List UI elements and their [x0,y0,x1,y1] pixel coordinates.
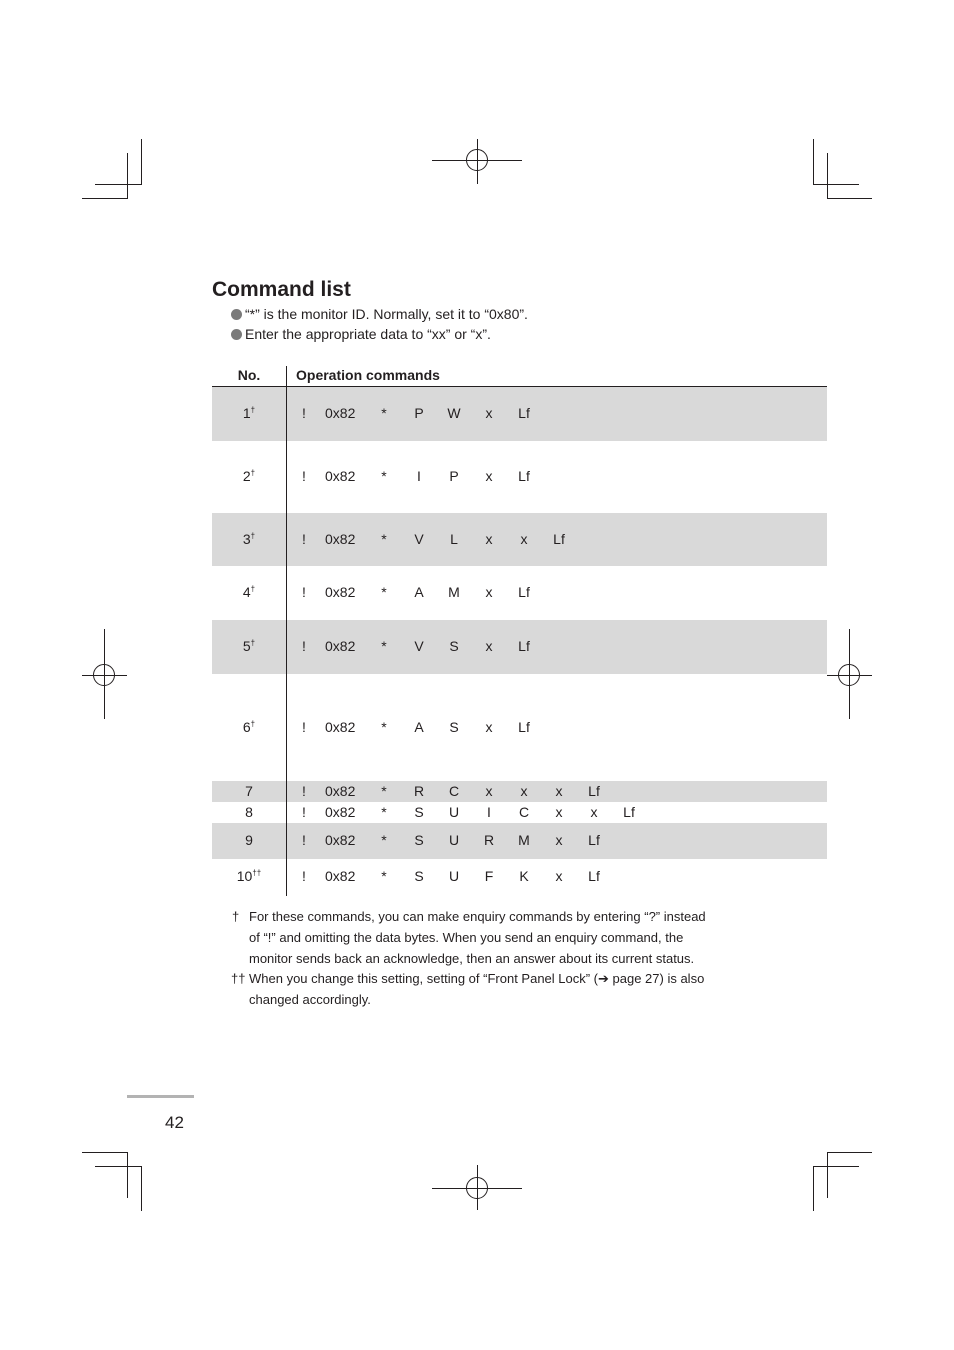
command-token: R [483,832,495,848]
command-token: x [590,804,598,820]
row-number: 8 [245,804,253,820]
command-token: ! [302,531,306,547]
bullet-icon [231,309,242,320]
command-token: x [555,868,563,884]
crop-mark [827,1152,872,1153]
command-token: W [447,405,461,421]
page-title: Command list [212,278,351,301]
command-token: x [485,783,493,799]
command-token: Lf [553,531,565,547]
crop-mark [141,139,142,185]
header-no: No. [237,367,261,383]
command-token: A [414,719,424,735]
row-number: 3† [242,531,256,547]
command-token: * [381,468,387,484]
crop-mark [827,153,828,199]
note-monitor-id [231,305,528,323]
table-row [212,566,827,620]
command-token: 0x82 [325,868,356,884]
registration-mark [466,1177,488,1199]
column-divider [286,366,287,896]
command-token: S [414,804,424,820]
command-token: * [381,638,387,654]
command-token: 0x82 [325,584,356,600]
command-token: P [449,468,459,484]
footnote-dagger-line: of “!” and omitting the data bytes. When you send an enquiry command, the [249,930,684,945]
command-token: x [485,584,493,600]
command-token: U [448,868,460,884]
command-token: M [518,832,530,848]
command-token: 0x82 [325,719,356,735]
footnote-mark: † [250,638,256,648]
table-row [212,674,827,781]
command-token: x [555,783,563,799]
command-token: I [487,804,491,820]
table-row [212,859,827,895]
command-token: * [381,719,387,735]
footnote-mark: † [250,531,256,541]
command-token: * [381,832,387,848]
page-number-rule [127,1095,194,1098]
command-table [212,364,827,884]
command-token: x [485,638,493,654]
command-token: C [518,804,530,820]
command-token: S [414,832,424,848]
command-token: x [485,405,493,421]
footnote-mark: † [250,719,256,729]
command-token: 0x82 [325,531,356,547]
crop-mark [95,184,141,185]
command-token: x [520,531,528,547]
registration-mark [466,149,488,171]
page-number: 42 [165,1113,184,1132]
table-row [212,513,827,566]
table-row [212,620,827,674]
command-token: * [381,804,387,820]
crop-mark [82,198,128,199]
command-token: * [381,868,387,884]
command-token: C [448,783,460,799]
footnote-mark: † [250,584,256,594]
command-token: R [413,783,425,799]
crop-mark [813,139,814,185]
command-token: x [555,832,563,848]
row-number: 7 [245,783,253,799]
crop-mark [813,1166,814,1211]
crop-mark [141,1166,142,1211]
command-token: 0x82 [325,468,356,484]
command-token: F [484,868,494,884]
command-token: Lf [518,405,530,421]
crop-mark [813,1166,859,1167]
command-token: * [381,531,387,547]
footnote-dagger-mark: † [232,909,240,924]
command-token: P [414,405,424,421]
registration-mark [838,664,860,686]
bullet-icon [231,329,242,340]
command-token: ! [302,832,306,848]
crop-mark [127,1152,128,1198]
command-token: Lf [518,584,530,600]
footnote-mark: † [250,468,256,478]
crop-mark [127,153,128,199]
command-token: Lf [588,783,600,799]
crop-mark [813,184,859,185]
crop-mark [95,1166,141,1167]
command-token: ! [302,638,306,654]
registration-mark [93,664,115,686]
footnote-dagger-line: For these commands, you can make enquiry commands by entering “?” instead [249,909,706,924]
command-token: x [520,783,528,799]
table-header [212,364,827,387]
command-token: M [448,584,460,600]
table-row [212,823,827,859]
footnote-dagger-line: monitor sends back an acknowledge, then an answer about its current status. [249,951,695,966]
command-token: * [381,405,387,421]
note-data [231,325,491,343]
row-number: 2† [242,468,256,484]
command-token: S [449,719,459,735]
header-commands: Operation commands [296,367,440,383]
command-token: ! [302,719,306,735]
command-token: V [414,531,424,547]
command-token: x [485,531,493,547]
row-number: 4† [242,584,256,600]
command-token: L [450,531,458,547]
command-token: Lf [588,832,600,848]
row-number: 9 [245,832,253,848]
command-token: I [417,468,421,484]
crop-mark [82,1152,128,1153]
footnote-mark: †† [252,868,262,878]
footnote-double-dagger-line: When you change this setting, setting of “Front Panel Lock” (➔ page 27) is also [249,971,705,986]
command-token: 0x82 [325,638,356,654]
command-token: ! [302,405,306,421]
command-token: x [485,468,493,484]
command-token: Lf [623,804,635,820]
command-token: ! [302,584,306,600]
crop-mark [827,1152,828,1198]
crop-mark [827,198,872,199]
note-text: Enter the appropriate data to “xx” or “x”. [245,326,491,342]
row-number: 5† [242,638,256,654]
command-token: A [414,584,424,600]
command-token: Lf [518,719,530,735]
command-token: * [381,584,387,600]
command-token: 0x82 [325,783,356,799]
command-token: x [485,719,493,735]
note-text: “*” is the monitor ID. Normally, set it to “0x80”. [245,306,528,322]
command-token: S [414,868,424,884]
command-token: V [414,638,424,654]
command-token: S [449,638,459,654]
table-row [212,441,827,513]
command-token: ! [302,804,306,820]
command-token: 0x82 [325,405,356,421]
command-token: U [448,832,460,848]
table-row [212,802,827,823]
command-token: U [448,804,460,820]
command-token: ! [302,783,306,799]
table-row [212,781,827,802]
row-number: 6† [242,719,256,735]
footnote-mark: † [250,405,256,415]
footnote-double-dagger-line: changed accordingly. [249,992,371,1007]
command-token: ! [302,868,306,884]
command-token: 0x82 [325,804,356,820]
command-token: x [555,804,563,820]
command-token: Lf [588,868,600,884]
footnote-double-dagger-mark: †† [231,971,246,986]
command-token: * [381,783,387,799]
row-number: 10†† [236,868,262,884]
command-token: Lf [518,468,530,484]
command-token: K [519,868,529,884]
command-token: 0x82 [325,832,356,848]
command-token: ! [302,468,306,484]
command-token: Lf [518,638,530,654]
table-row [212,387,827,441]
row-number: 1† [242,405,256,421]
